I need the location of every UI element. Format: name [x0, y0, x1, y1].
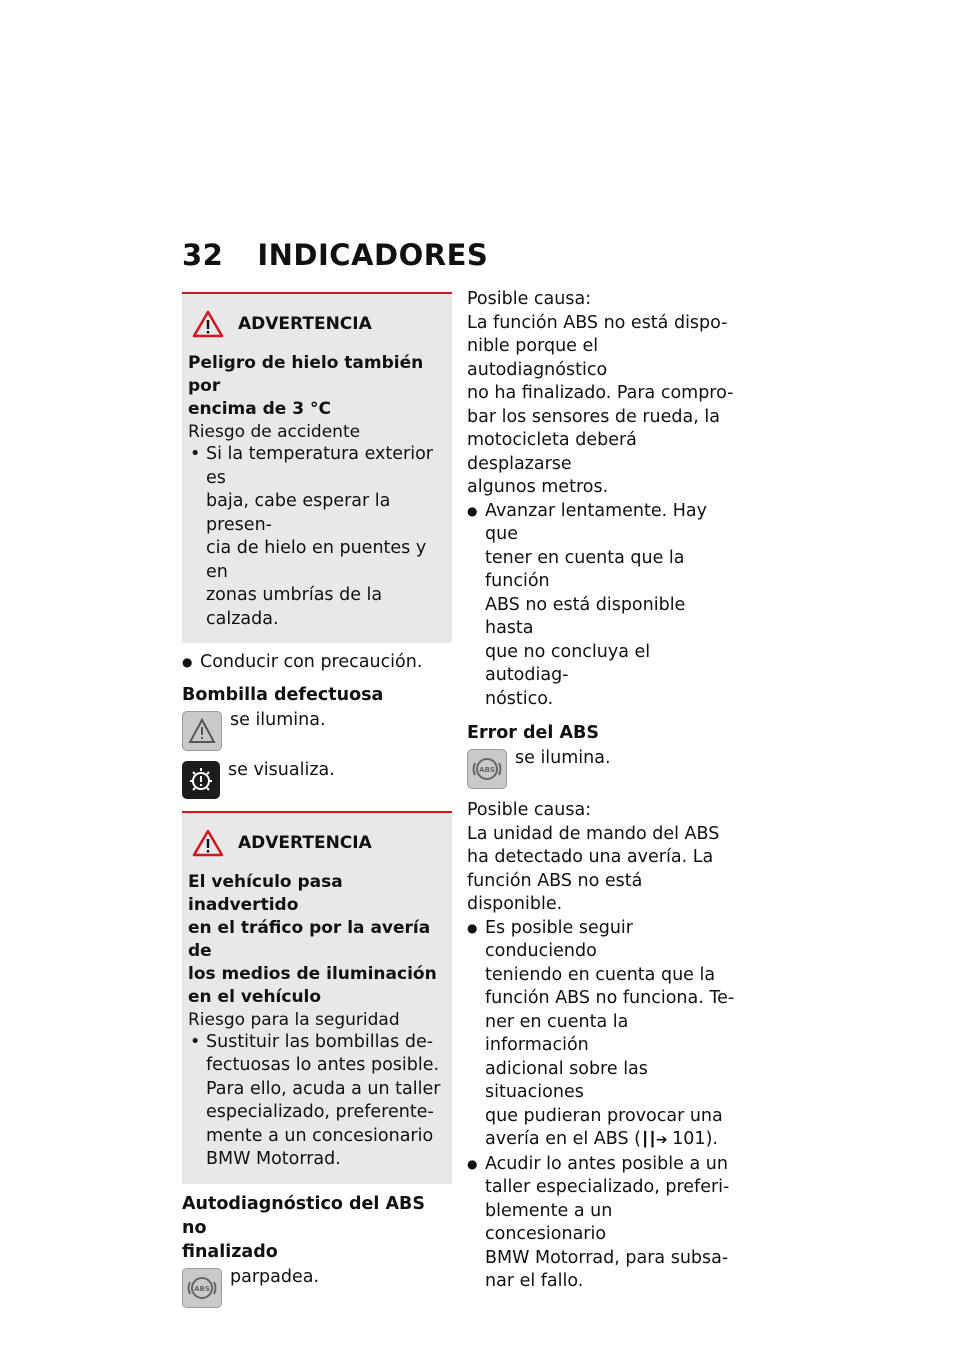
abs-icon-label: ABS — [479, 766, 495, 774]
warning-header — [188, 829, 444, 857]
text-line: nóstico. — [485, 688, 554, 709]
text-line: que pudieran provocar una — [485, 1105, 723, 1126]
text-line: baja, cabe esperar la presen- — [206, 491, 391, 535]
section-heading-abs-diag — [182, 1192, 452, 1264]
text-line: blemente a un concesionario — [485, 1200, 613, 1244]
page-title: INDICADORES — [257, 238, 489, 272]
text-line: ner en cuenta la información — [485, 1011, 629, 1055]
page-reference-link[interactable]: 101 — [672, 1129, 706, 1149]
text-line: función ABS no está disponible. — [467, 870, 643, 914]
bulb-failure-icon — [182, 761, 220, 799]
text-line: fectuosas lo antes posible. — [206, 1055, 440, 1075]
page-header — [182, 238, 488, 272]
warning-bullet — [188, 443, 444, 631]
text-line: finalizado — [182, 1241, 278, 1262]
indicator-row — [182, 711, 452, 751]
text-line: BMW Motorrad, para subsa- — [485, 1247, 729, 1268]
warning-title: en el tráfico por la avería de — [188, 917, 431, 961]
text-line: adicional sobre las situaciones — [485, 1058, 648, 1102]
text-line: Autodiagnóstico del ABS no — [182, 1193, 425, 1238]
action-item — [467, 917, 737, 1153]
warning-title: los medios de iluminación — [188, 963, 437, 984]
text-line: nible porque el autodiagnóstico — [467, 336, 608, 380]
text-line: ● Avanzar lentamente. Hay que — [485, 500, 707, 544]
text-line: teniendo en cuenta que la — [485, 964, 716, 985]
right-column — [467, 288, 737, 1294]
text-line: BMW Motorrad. — [206, 1149, 341, 1169]
warning-label: ADVERTENCIA — [238, 314, 372, 334]
text-line: que no concluya el autodiag- — [485, 641, 651, 685]
warning-box-ice — [182, 292, 452, 643]
indicator-text: se ilumina. — [515, 748, 611, 768]
text-line: tener en cuenta que la función — [485, 547, 685, 591]
text-line: Posible causa: — [467, 800, 592, 820]
indicator-text: se visualiza. — [228, 759, 335, 780]
text-line: nar el fallo. — [485, 1271, 584, 1291]
warning-title: El vehículo pasa inadvertido — [188, 871, 343, 915]
warning-title: Peligro de hielo también por — [188, 353, 424, 396]
abs-warning-light-icon — [182, 1268, 222, 1308]
text-line: Posible causa: — [467, 289, 592, 309]
warning-label: ADVERTENCIA — [238, 832, 372, 853]
page-number: 32 — [182, 238, 224, 272]
text-line: cia de hielo en puentes y en — [206, 538, 427, 582]
action-item — [467, 1153, 737, 1294]
warning-box-lights — [182, 811, 452, 1184]
text-line: algunos metros. — [467, 477, 609, 497]
warning-bullet — [188, 1031, 444, 1172]
indicator-row — [182, 761, 452, 799]
text-line: taller especializado, preferi- — [485, 1177, 730, 1197]
text-span: avería en el ABS — [485, 1129, 629, 1149]
warning-title: encima de 3 °C — [188, 399, 331, 419]
action-item: ● Conducir con precaución. — [182, 651, 452, 675]
warning-triangle-icon — [192, 310, 224, 338]
indicator-text: parpadea. — [230, 1266, 320, 1287]
text-line: no ha finalizado. Para compro- — [467, 383, 734, 403]
text-line: avería en el ABS (┃┃➔ 101). — [485, 1129, 718, 1149]
indicator-row — [467, 749, 737, 789]
warning-title: en el vehículo — [188, 986, 322, 1007]
text-line: bar los sensores de rueda, la — [467, 406, 720, 427]
text-line: zonas umbrías de la calzada. — [206, 585, 383, 629]
section-heading-bulb: Bombilla defectuosa — [182, 684, 384, 705]
text-line: La unidad de mando del ABS — [467, 823, 720, 844]
abs-warning-light-icon — [467, 749, 507, 789]
warning-subtitle: Riesgo para la seguridad — [188, 1009, 400, 1030]
page-reference-arrow-icon: ┃┃➔ — [640, 1132, 667, 1148]
action-item — [467, 500, 737, 712]
text-line: especializado, preferente- — [206, 1102, 434, 1122]
warning-subtitle: Riesgo de accidente — [188, 422, 361, 442]
text-line: • Sustituir las bombillas de- — [206, 1031, 434, 1052]
cause-paragraph — [467, 288, 737, 500]
text-line: ABS no está disponible hasta — [485, 594, 686, 638]
general-warning-light-icon — [182, 711, 222, 751]
abs-icon-label: ABS — [194, 1284, 210, 1293]
text-line: ● Es posible seguir conduciendo — [485, 917, 633, 961]
text-line: Para ello, acuda a un taller — [206, 1078, 441, 1099]
text-line: La función ABS no está dispo- — [467, 312, 728, 333]
text-line: ha detectado una avería. La — [467, 847, 714, 867]
warning-header — [188, 310, 444, 338]
text-line: ● Acudir lo antes posible a un — [485, 1153, 728, 1174]
indicator-text: se ilumina. — [230, 709, 326, 730]
cause-paragraph — [467, 799, 737, 917]
left-column — [182, 292, 452, 1318]
section-heading-abs-error: Error del ABS — [467, 723, 599, 743]
text-line: función ABS no funciona. Te- — [485, 988, 735, 1008]
text-line: mente a un concesionario — [206, 1125, 434, 1146]
text-line: motocicleta deberá desplazarse — [467, 430, 637, 474]
indicator-row — [182, 1268, 452, 1308]
text-line: • Si la temperatura exterior es — [206, 444, 433, 488]
warning-triangle-icon — [192, 829, 224, 857]
